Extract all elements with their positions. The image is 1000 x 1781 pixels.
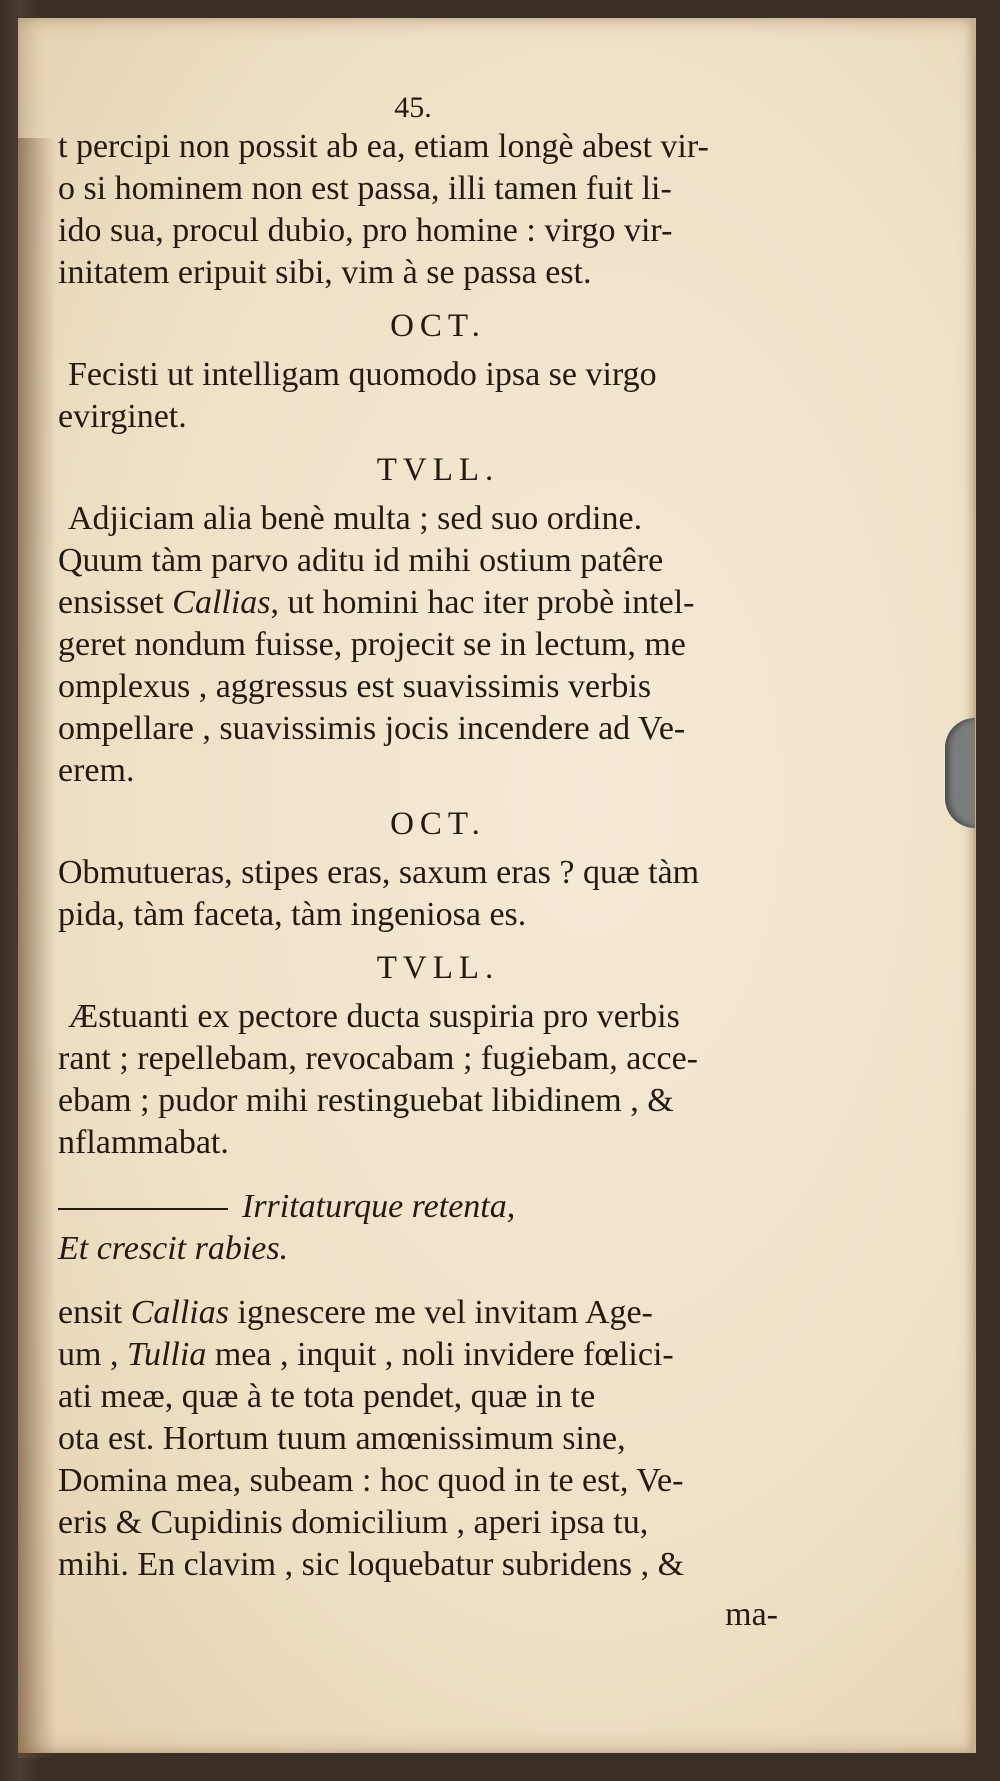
text-line: Obmutueras, stipes eras, saxum eras ? quæ tàm [58, 854, 700, 891]
name-callias: Callias [172, 584, 271, 621]
text-line: erem. [58, 752, 135, 789]
spacer [58, 1270, 818, 1292]
speaker-heading: TVLL. [376, 452, 500, 488]
text-fragment: ensisset [58, 584, 173, 621]
verse-line [58, 1186, 818, 1228]
paragraph-4 [58, 852, 818, 936]
paragraph-2 [58, 354, 818, 438]
speaker-heading: OCT. [390, 308, 486, 344]
text-line [58, 1292, 818, 1334]
spacer [58, 1164, 818, 1186]
text-line: Fecisti ut intelligam quomodo ipsa se virgo [68, 356, 657, 393]
text-line: Quum tàm parvo aditu id mihi ostium patêre [58, 542, 664, 579]
text-line: o si hominem non est passa, illi tamen fuit li- [58, 170, 672, 207]
catchword: ma- [725, 1596, 778, 1633]
text-line: Æstuanti ex pectore ducta suspiria pro verbis [68, 998, 680, 1035]
text-line: eris & Cupidinis domicilium , aperi ipsa tu, [58, 1504, 649, 1541]
paragraph-1 [58, 126, 818, 294]
text-fragment: mea , inquit , noli invidere fœlici- [206, 1336, 674, 1373]
paragraph-5 [58, 996, 818, 1164]
text-line [58, 1334, 818, 1376]
text-line: mihi. En clavim , sic loquebatur subridens , & [58, 1546, 685, 1583]
text-line: ompellare , suavissimis jocis incendere ad Ve- [58, 710, 686, 747]
text-line: initatem eripuit sibi, vim à se passa est. [58, 254, 592, 291]
text-line: ebam ; pudor mihi restinguebat libidinem , & [58, 1082, 674, 1119]
verse-dash-rule [58, 1208, 228, 1210]
text-line: omplexus , aggressus est suavissimis verbis [58, 668, 652, 705]
text-fragment: , ut homini hac iter probè intel- [270, 584, 695, 621]
name-tullia: Tullia [126, 1336, 207, 1373]
text-fragment: um , [58, 1336, 127, 1373]
verse-line: Et crescit rabies. [58, 1230, 289, 1267]
speaker-heading: OCT. [390, 806, 486, 842]
text-line: nflammabat. [58, 1124, 229, 1161]
text-line: rant ; repellebam, revocabam ; fugiebam, acce- [58, 1040, 698, 1077]
text-line: geret nondum fuisse, projecit se in lectum, me [58, 626, 686, 663]
text-line [58, 582, 818, 624]
text-line: Domina mea, subeam : hoc quod in te est, Ve- [58, 1462, 684, 1499]
page-number: 45. [394, 91, 432, 124]
text-fragment: ignescere me vel invitam Age- [228, 1294, 653, 1331]
page-text [58, 90, 818, 1636]
text-line: pida, tàm faceta, tàm ingeniosa es. [58, 896, 527, 933]
name-callias: Callias [130, 1294, 229, 1331]
page-tab-marker [945, 718, 975, 828]
verse-text: Irritaturque retenta, [242, 1188, 516, 1225]
text-line: ati meæ, quæ à te tota pendet, quæ in te [58, 1378, 596, 1415]
verse-quotation [58, 1186, 818, 1270]
paragraph-6 [58, 1292, 818, 1586]
text-fragment: ensit [58, 1294, 131, 1331]
book-page [18, 18, 976, 1753]
paragraph-3 [58, 498, 818, 792]
facing-page-bleed [18, 138, 56, 1758]
text-line: ota est. Hortum tuum amœnissimum sine, [58, 1420, 626, 1457]
text-line: t percipi non possit ab ea, etiam longè abest vir- [58, 128, 709, 165]
text-line: Adjiciam alia benè multa ; sed suo ordine. [68, 500, 643, 537]
text-line: evirginet. [58, 398, 187, 435]
speaker-heading: TVLL. [376, 950, 500, 986]
text-line: ido sua, procul dubio, pro homine : virgo vir- [58, 212, 673, 249]
